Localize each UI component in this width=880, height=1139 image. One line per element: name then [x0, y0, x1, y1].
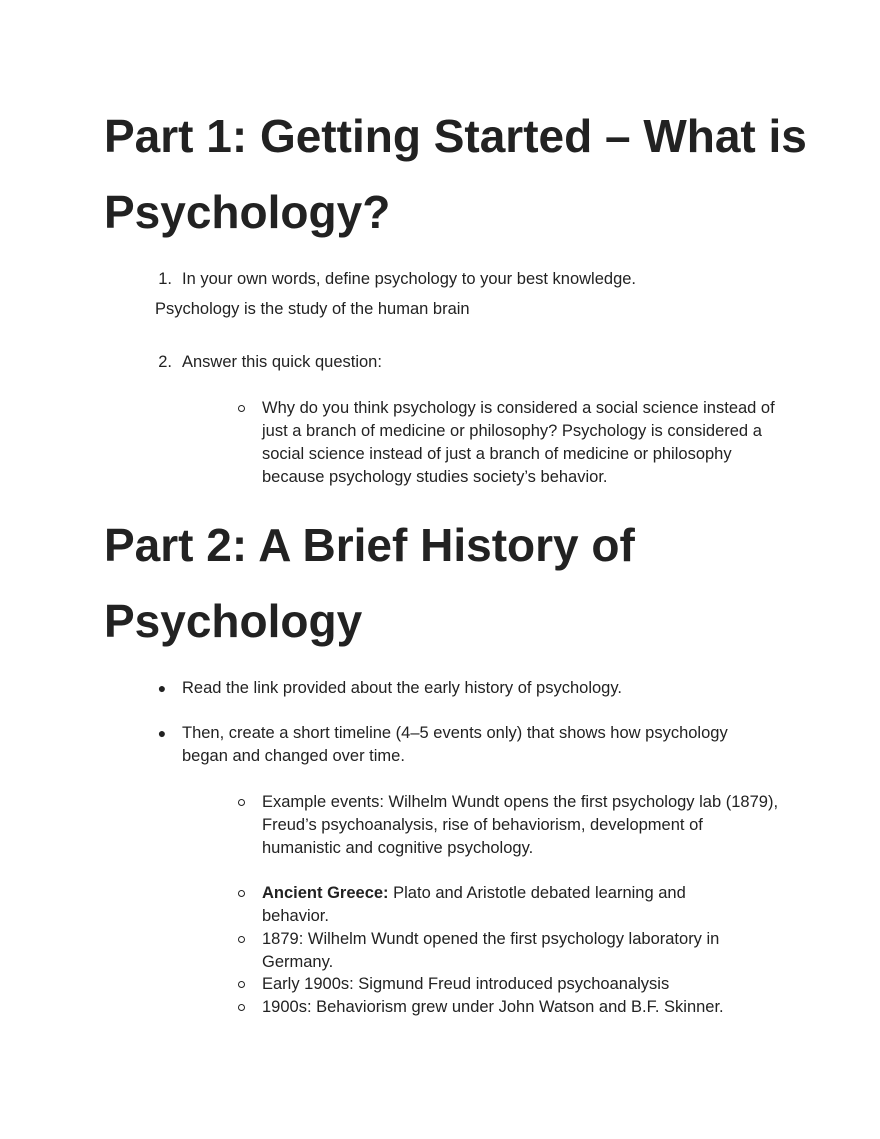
hollow-bullet-icon — [238, 799, 245, 806]
filled-bullet-icon: ● — [157, 680, 167, 696]
q2-prompt: Answer this quick question: — [182, 353, 382, 371]
q2-sub-answer: Why do you think psychology is considered a social science instead of just a branch of medicine or philosophy? Psychology is considered a social science instead of just a branch of medicine or philosophy because psychology studies society’s behavior. — [262, 399, 775, 486]
hollow-bullet-icon — [238, 405, 245, 412]
hollow-bullet-icon — [238, 936, 245, 943]
part1-heading: Part 1: Getting Started – What is Psychology? — [104, 110, 807, 238]
q1-number: 1. — [158, 270, 172, 288]
hollow-bullet-icon — [238, 981, 245, 988]
q1-prompt: In your own words, define psychology to your best knowledge. — [182, 270, 637, 288]
timeline-item-1900s: 1900s: Behaviorism grew under John Watson and B.F. Skinner. — [262, 998, 724, 1016]
part2-bullet-timeline: Then, create a short timeline (4–5 events only) that shows how psychology began and changed over time. — [182, 724, 728, 765]
filled-bullet-icon: ● — [157, 725, 167, 741]
timeline-item-text: Plato and Aristotle debated learning and behavior. — [262, 884, 686, 925]
example-events: Example events: Wilhelm Wundt opens the first psychology lab (1879), Freud’s psychoanalysis, rise of behaviorism, development of humanistic and cognitive psychology. — [262, 793, 779, 857]
q2-number: 2. — [158, 353, 172, 371]
hollow-bullet-icon — [238, 890, 245, 897]
timeline-item-label: Ancient Greece: — [262, 884, 389, 902]
timeline-item-1879: 1879: Wilhelm Wundt opened the first psychology laboratory in Germany. — [262, 930, 720, 971]
timeline-item-ancient-greece — [262, 882, 752, 928]
part2-bullet-read: Read the link provided about the early history of psychology. — [182, 679, 622, 697]
q1-answer: Psychology is the study of the human brain — [155, 300, 470, 318]
timeline-item-early-1900s: Early 1900s: Sigmund Freud introduced psychoanalysis — [262, 975, 670, 993]
hollow-bullet-icon — [238, 1004, 245, 1011]
part2-heading: Part 2: A Brief History of Psychology — [104, 519, 635, 647]
